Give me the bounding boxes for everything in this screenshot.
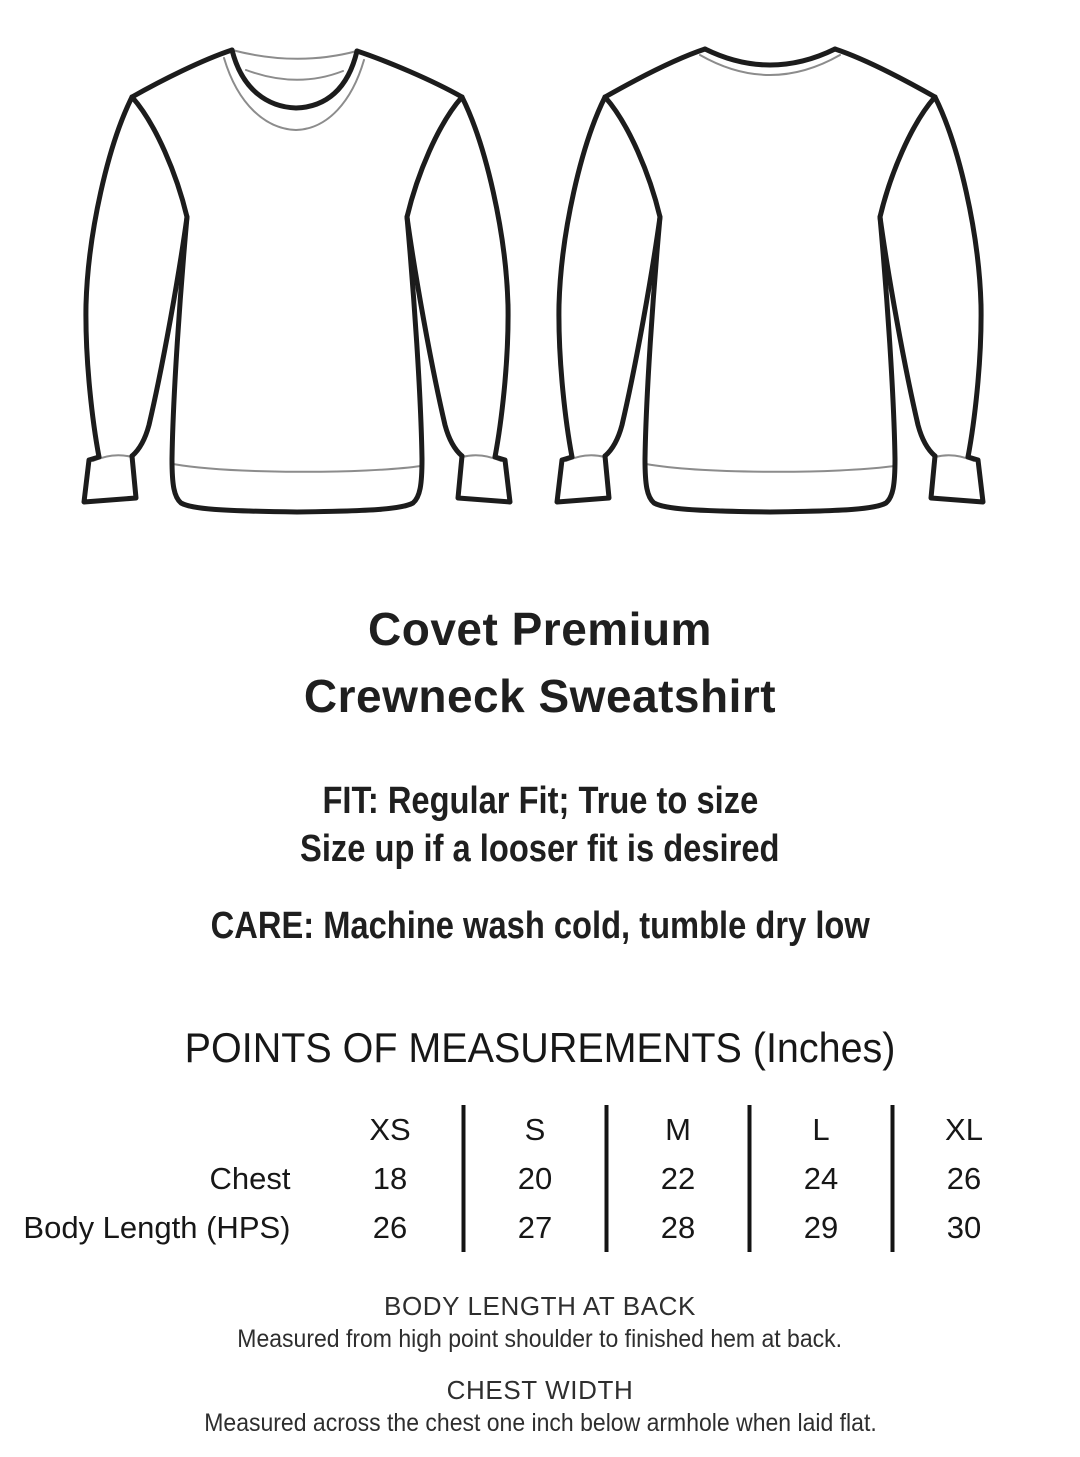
- note-chest-width: [0, 1373, 1080, 1440]
- chest-value-s: 20: [462, 1154, 605, 1203]
- size-column-header-m: M: [605, 1105, 748, 1154]
- fit-line-2: Size up if a looser fit is desired: [300, 828, 780, 870]
- note-chest-width-heading: CHEST WIDTH: [446, 1375, 634, 1405]
- size-column-header-s: S: [462, 1105, 605, 1154]
- size-table-corner-cell: [47, 1105, 319, 1154]
- size-column-header-xs: XS: [369, 1111, 411, 1147]
- chest-value-l: 24: [748, 1154, 891, 1203]
- product-title: [0, 596, 1080, 730]
- note-body-length-heading: BODY LENGTH AT BACK: [384, 1291, 696, 1321]
- body-length-value-xl: 30: [891, 1203, 1034, 1252]
- body-length-value-s: 27: [462, 1203, 605, 1252]
- product-title-line-2: Crewneck Sweatshirt: [303, 670, 777, 722]
- size-table: [23, 1105, 1034, 1252]
- note-chest-width-text: Measured across the chest one inch below armhole when laid flat.: [203, 1409, 877, 1437]
- body-length-value-l: 29: [748, 1203, 891, 1252]
- body-length-value-xs: 26: [372, 1209, 408, 1245]
- fit-info: [0, 777, 1080, 873]
- measurements-section: [0, 1026, 1080, 1070]
- care-info: [0, 902, 1080, 950]
- row-label-body-length: Body Length (HPS): [23, 1209, 291, 1245]
- size-column-header-l: L: [748, 1105, 891, 1154]
- note-body-length-text: Measured from high point shoulder to finished hem at back.: [237, 1325, 843, 1353]
- measurement-notes: [0, 1289, 1080, 1457]
- sweatshirt-front-drawing: [80, 33, 520, 525]
- size-column-header-xl: XL: [891, 1105, 1034, 1154]
- care-line: CARE: Machine wash cold, tumble dry low: [210, 905, 870, 947]
- chest-value-xl: 26: [891, 1154, 1034, 1203]
- body-length-value-m: 28: [605, 1203, 748, 1252]
- row-label-chest: Chest: [209, 1160, 291, 1196]
- fit-line-1: FIT: Regular Fit; True to size: [322, 780, 758, 822]
- drawings-row: [0, 33, 1080, 525]
- chest-value-m: 22: [605, 1154, 748, 1203]
- chest-value-xs: 18: [372, 1160, 408, 1196]
- note-body-length: [0, 1289, 1080, 1356]
- product-title-line-1: Covet Premium: [368, 603, 712, 655]
- sweatshirt-back-drawing: [550, 33, 1000, 525]
- measurements-heading: POINTS OF MEASUREMENTS (Inches): [184, 1024, 896, 1071]
